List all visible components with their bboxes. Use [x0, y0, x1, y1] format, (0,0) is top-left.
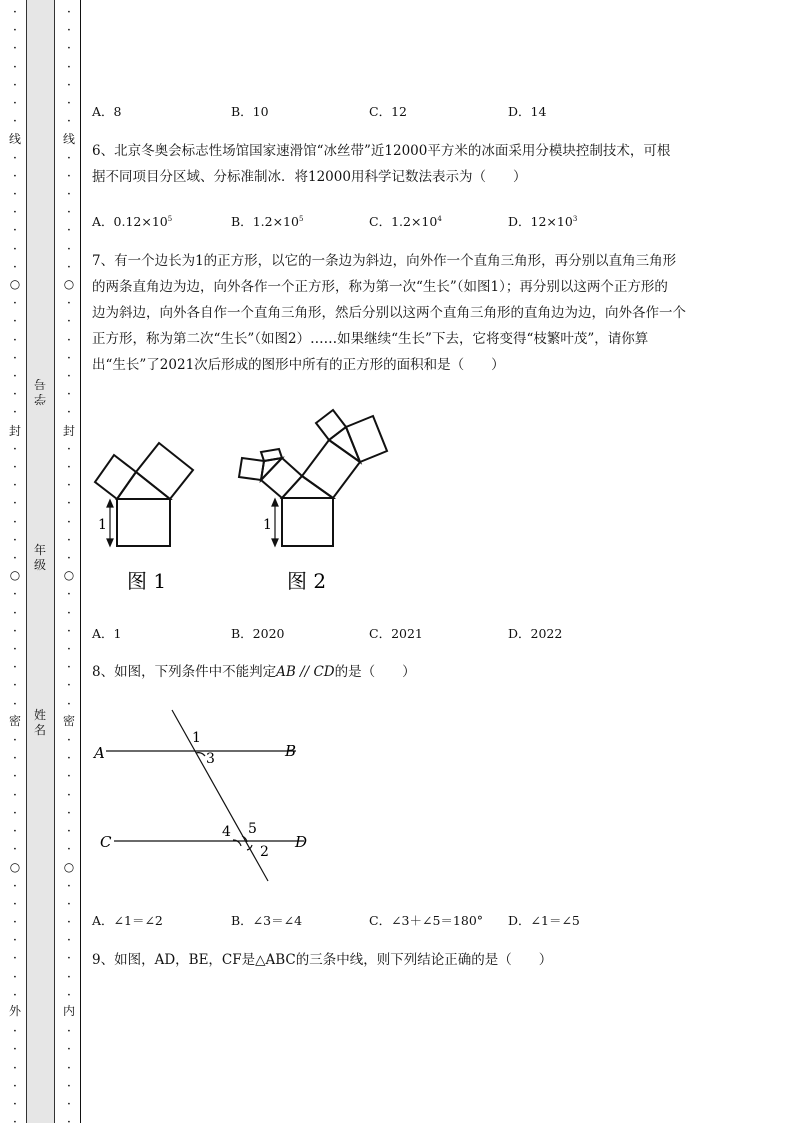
fig2-right-small-square-1: [316, 410, 346, 440]
margin-dot: ·: [66, 970, 72, 985]
margin-dot: ·: [12, 442, 18, 457]
fig2-right-square: [302, 440, 360, 498]
q9-stem: 9、如图，AD，BE，CF是△ABC的三条中线，则下列结论正确的是（ ）: [92, 952, 553, 968]
q7-figures: [92, 405, 402, 605]
margin-dot: ·: [12, 970, 18, 985]
label-A: A: [94, 744, 105, 762]
margin-dot: ·: [12, 187, 18, 202]
margin-dot: ·: [66, 624, 72, 639]
margin-dot: ·: [66, 187, 72, 202]
margin-dot: ·: [66, 387, 72, 402]
outer-label-circle-2: ○: [9, 568, 21, 582]
margin-dot: ·: [66, 824, 72, 839]
margin-dot: ·: [66, 897, 72, 912]
margin-dot: ·: [66, 460, 72, 475]
margin-dot: ·: [12, 1061, 18, 1076]
margin-dot: ·: [12, 223, 18, 238]
margin-dot: ·: [12, 988, 18, 1003]
margin-dot: ·: [12, 260, 18, 275]
margin-dot: ·: [12, 405, 18, 420]
field-student-number: 学号: [34, 377, 47, 406]
fig1-base-square: [117, 499, 170, 546]
q7-line-3: 边为斜边，向外各自作一个直角三角形，然后分别以这两个直角三角形的直角边为边，向外各作一个: [92, 305, 686, 321]
margin-dot: ·: [12, 23, 18, 38]
margin-dot: ·: [66, 223, 72, 238]
fig2-caption: 图 2: [287, 569, 327, 593]
margin-dot: ·: [12, 951, 18, 966]
q8-stem: [92, 659, 416, 685]
q6-option-c[interactable]: C．$1.2\times 10^4$: [369, 214, 442, 229]
margin-dot: ·: [66, 806, 72, 821]
fig2-left-square: [261, 458, 302, 498]
q8-prefix: 8、如图，下列条件中不能判定: [92, 664, 277, 680]
q7-option-b[interactable]: B．2020: [231, 626, 285, 641]
margin-dot: ·: [66, 23, 72, 38]
margin-dot: ·: [12, 915, 18, 930]
margin-dot: ·: [66, 642, 72, 657]
margin-dot: ·: [66, 333, 72, 348]
margin-dot: ·: [66, 96, 72, 111]
angle-label-2: 2: [260, 844, 269, 860]
fig1-dimension: [107, 500, 113, 546]
label-B: B: [285, 742, 297, 760]
q6-stem: [92, 138, 670, 190]
margin-dot: ·: [66, 533, 72, 548]
margin-dot: ·: [66, 369, 72, 384]
margin-dot: ·: [12, 60, 18, 75]
margin-dot: ·: [12, 624, 18, 639]
margin-dot: ·: [66, 660, 72, 675]
angle-label-3: 3: [206, 751, 215, 767]
margin-dot: ·: [12, 1042, 18, 1057]
margin-dot: ·: [12, 496, 18, 511]
margin-dot: ·: [66, 515, 72, 530]
margin-dot: ·: [66, 769, 72, 784]
margin-dot: ·: [66, 405, 72, 420]
q6-option-d[interactable]: D．$12\times 10^3$: [508, 214, 578, 229]
inner-label-feng: 封: [62, 424, 75, 438]
margin-dot: ·: [12, 751, 18, 766]
margin-dot: ·: [12, 169, 18, 184]
margin-dot: ·: [66, 442, 72, 457]
q7-line-4: 正方形，称为第二次“生长”（如图2）……如果继续“生长”下去，它将变得“枝繁叶茂”，请你算: [92, 331, 649, 347]
margin-dot: ·: [66, 242, 72, 257]
q7-line-2: 的两条直角边为边，向外各作一个正方形，称为第一次“生长”（如图1）；再分别以这两个正方形的: [92, 279, 668, 295]
inner-label-mi: 密: [62, 714, 75, 728]
margin-dot: ·: [12, 96, 18, 111]
inner-label-circle-3: ○: [63, 860, 75, 874]
margin-dot: ·: [66, 678, 72, 693]
fig2-dimension: [272, 499, 278, 546]
margin-dot: ·: [66, 1061, 72, 1076]
margin-dot: ·: [12, 387, 18, 402]
q8-math: AB // CD: [276, 664, 335, 680]
margin-dot: ·: [66, 697, 72, 712]
margin-dot: ·: [66, 951, 72, 966]
q6-line-2: 据不同项目分区域、分标准制冰．将12000用科学记数法表示为（ ）: [92, 169, 527, 185]
margin-dot: ·: [12, 933, 18, 948]
outer-label-feng: 封: [8, 424, 21, 438]
q5-option-b[interactable]: B．10: [231, 104, 269, 119]
q8-suffix: 的是（ ）: [334, 664, 416, 680]
margin-dot: ·: [12, 242, 18, 257]
margin-dot: ·: [66, 151, 72, 166]
margin-dot: ·: [12, 879, 18, 894]
q8-option-d[interactable]: D．∠1＝∠5: [508, 913, 580, 928]
margin-dot: ·: [12, 733, 18, 748]
field-grade: 年级: [33, 543, 46, 572]
margin-dot: ·: [12, 78, 18, 93]
margin-dot: ·: [12, 551, 18, 566]
q7-option-d[interactable]: D．2022: [508, 626, 563, 641]
margin-dot: ·: [66, 842, 72, 857]
margin-dot: ·: [12, 369, 18, 384]
margin-dot: ·: [12, 678, 18, 693]
margin-dot: ·: [12, 1097, 18, 1112]
fig1-right-square: [136, 443, 193, 499]
margin-dot: ·: [12, 1079, 18, 1094]
margin-dot: ·: [12, 205, 18, 220]
margin-dot: ·: [66, 1042, 72, 1057]
outer-label-circle-3: ○: [9, 860, 21, 874]
margin-dot: ·: [12, 1115, 18, 1130]
margin-dot: ·: [12, 842, 18, 857]
margin-dot: ·: [66, 587, 72, 602]
outer-label-mi: 密: [8, 714, 21, 728]
margin-dot: ·: [12, 478, 18, 493]
margin-dot: ·: [12, 1024, 18, 1039]
q8-figure: [92, 705, 322, 890]
q7-option-c[interactable]: C．2021: [369, 626, 423, 641]
margin-dot: ·: [66, 988, 72, 1003]
q5-option-d[interactable]: D．14: [508, 104, 547, 119]
margin-dot: ·: [66, 314, 72, 329]
margin-dot: ·: [66, 351, 72, 366]
outer-label-circle-1: ○: [9, 277, 21, 291]
fig2-left-small-square-2: [261, 449, 282, 461]
inner-label-xian: 线: [62, 132, 75, 146]
transversal: [172, 710, 268, 881]
margin-dot: ·: [66, 114, 72, 129]
margin-dot: ·: [12, 533, 18, 548]
margin-dot: ·: [66, 788, 72, 803]
q6-line-1: 6、北京冬奥会标志性场馆国家速滑馆“冰丝带”近12000平方米的冰面采用分模块控制技术，可根: [92, 143, 671, 159]
margin-dot: ·: [12, 333, 18, 348]
q8-option-a[interactable]: A．∠1＝∠2: [92, 913, 163, 928]
margin-dot: ·: [12, 897, 18, 912]
angle-label-4: 4: [222, 824, 231, 840]
angle-label-5: 5: [248, 821, 257, 837]
margin-dot: ·: [12, 788, 18, 803]
margin-dot: ·: [12, 460, 18, 475]
margin-dot: ·: [66, 879, 72, 894]
margin-dot: ·: [66, 1115, 72, 1130]
fig2-left-small-square-1: [239, 458, 264, 480]
q7-option-a[interactable]: A．1: [92, 626, 122, 641]
inner-label-circle-2: ○: [63, 568, 75, 582]
margin-dot: ·: [12, 515, 18, 530]
margin-dot: ·: [66, 751, 72, 766]
margin-dot: ·: [66, 205, 72, 220]
margin-dot: ·: [12, 587, 18, 602]
angle-label-1: 1: [192, 730, 201, 746]
binding-margin: [0, 0, 82, 1130]
fig2-base-square: [282, 498, 333, 546]
margin-dot: ·: [66, 606, 72, 621]
margin-dot: ·: [66, 5, 72, 20]
margin-dot: ·: [66, 296, 72, 311]
q7-line-5: 出“生长”了2021次后形成的图形中所有的正方形的面积和是（ ）: [92, 357, 505, 373]
margin-border-line: [80, 0, 81, 1123]
margin-dot: ·: [66, 60, 72, 75]
outer-label-wai: 外: [8, 1004, 21, 1018]
q8-option-c[interactable]: C．∠3＋∠5＝180°: [369, 913, 484, 928]
margin-dot: ·: [66, 1079, 72, 1094]
fig1-caption: 图 1: [127, 569, 167, 593]
q7-line-1: 7、有一个边长为1的正方形，以它的一条边为斜边，向外作一个直角三角形，再分别以直角三角形: [92, 253, 677, 269]
margin-dot: ·: [12, 806, 18, 821]
fig1-left-square: [95, 455, 136, 499]
margin-dot: ·: [12, 660, 18, 675]
inner-label-nei: 内: [62, 1004, 75, 1018]
margin-dot: ·: [12, 41, 18, 56]
margin-dot: ·: [12, 151, 18, 166]
field-name: 姓名: [33, 708, 46, 737]
fig1-side-label: 1: [98, 517, 107, 533]
fig2-drawing: [239, 410, 387, 546]
margin-dot: ·: [66, 915, 72, 930]
margin-dot: ·: [66, 260, 72, 275]
margin-dot: ·: [66, 496, 72, 511]
fig2-right-small-square-2: [346, 416, 387, 462]
margin-dot: ·: [12, 296, 18, 311]
margin-dot: ·: [66, 78, 72, 93]
margin-dot: ·: [66, 551, 72, 566]
margin-dot: ·: [12, 642, 18, 657]
label-C: C: [100, 833, 112, 851]
q6-option-a[interactable]: A．$0.12\times 10^5$: [92, 214, 173, 229]
margin-dot: ·: [12, 769, 18, 784]
margin-dot: ·: [66, 1024, 72, 1039]
q6-option-b[interactable]: B．$1.2\times 10^5$: [231, 214, 304, 229]
margin-dot: ·: [12, 824, 18, 839]
margin-dot: ·: [12, 606, 18, 621]
margin-dot: ·: [66, 169, 72, 184]
q5-option-a[interactable]: A．8: [92, 104, 122, 119]
margin-dot: ·: [12, 697, 18, 712]
q5-option-c[interactable]: C．12: [369, 104, 407, 119]
margin-dot: ·: [66, 933, 72, 948]
margin-dot: ·: [12, 5, 18, 20]
margin-dot: ·: [12, 314, 18, 329]
fig1-triangle: [117, 472, 170, 499]
inner-label-circle-1: ○: [63, 277, 75, 291]
q8-option-b[interactable]: B．∠3＝∠4: [231, 913, 303, 928]
margin-dot: ·: [66, 1097, 72, 1112]
margin-dot: ·: [12, 114, 18, 129]
fig2-side-label: 1: [263, 517, 272, 533]
margin-dot: ·: [66, 478, 72, 493]
q7-stem: [92, 248, 686, 378]
label-D: D: [295, 833, 308, 851]
margin-dot: ·: [12, 351, 18, 366]
fig2-right-triangle: [329, 427, 360, 462]
margin-dot: ·: [66, 41, 72, 56]
margin-dot: ·: [66, 733, 72, 748]
outer-label-xian: 线: [8, 132, 21, 146]
